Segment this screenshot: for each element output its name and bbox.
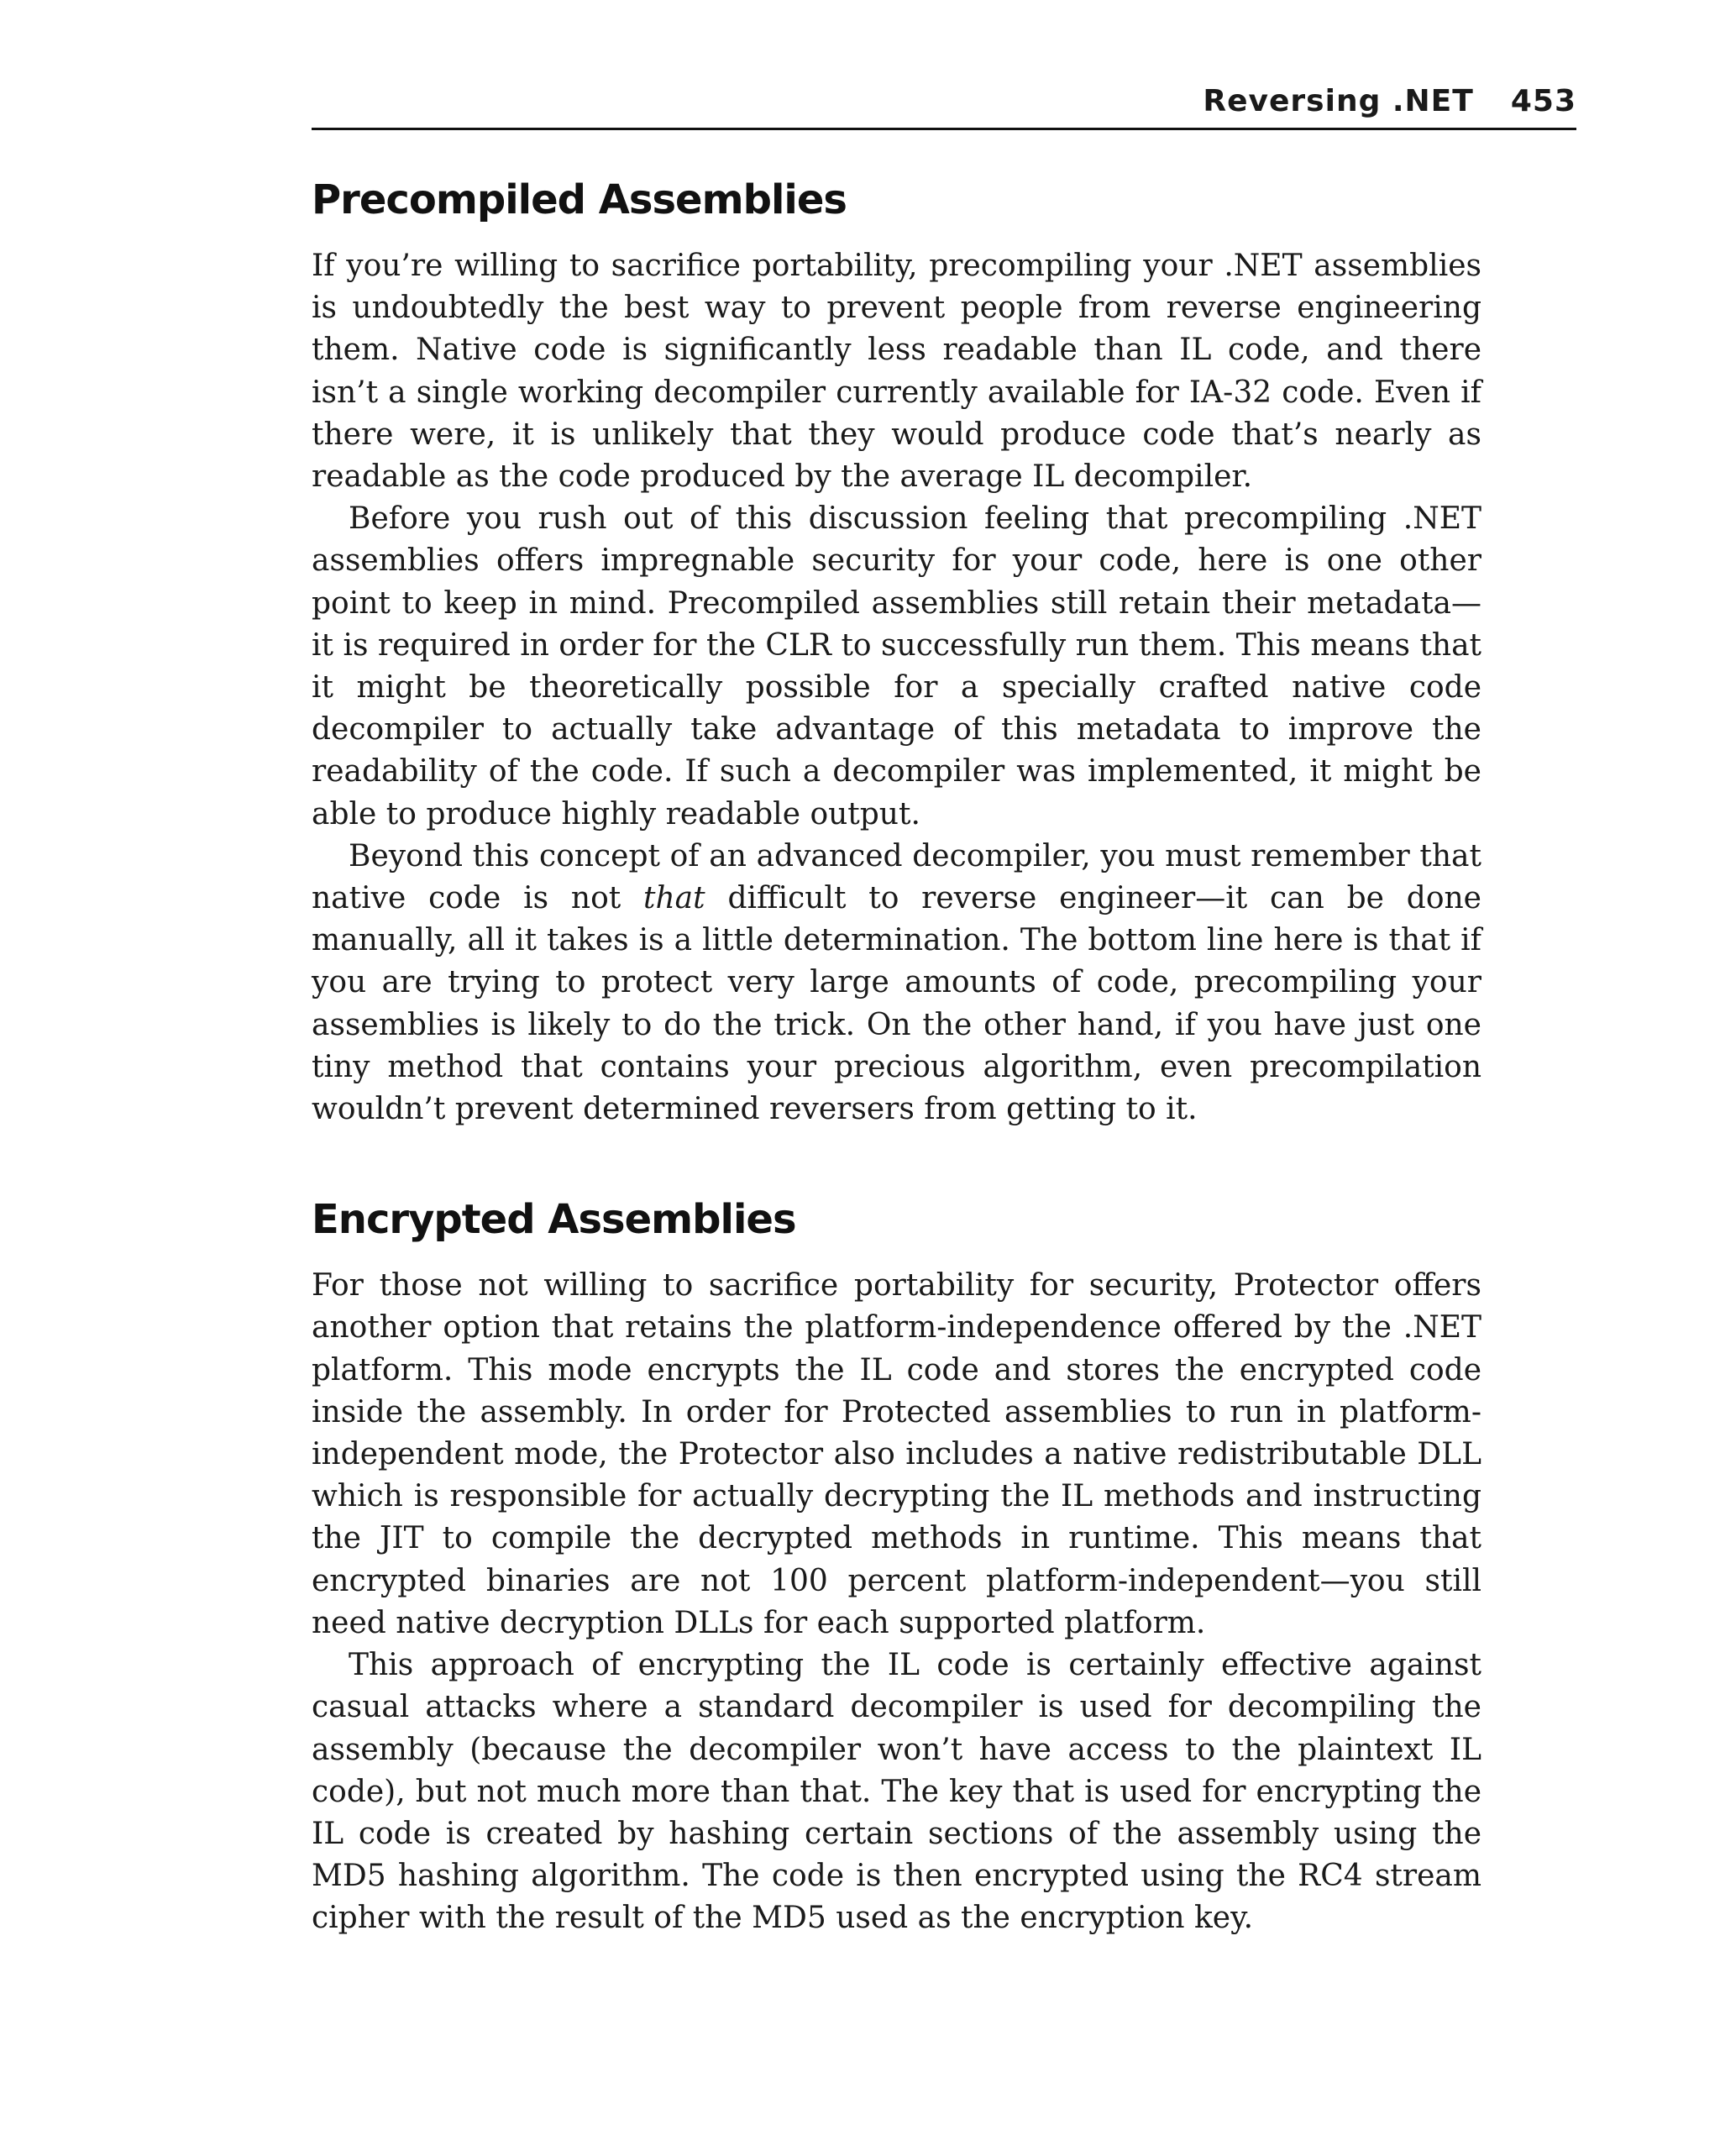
body-content [312,176,1481,1940]
page-number: 453 [1510,84,1576,118]
section-heading-precompiled: Precompiled Assemblies [312,176,847,223]
paragraph: For those not willing to sacrifice portability for security, Protector offers another option that retains the platform-independence offered by the .NET platform. This mode encrypts the IL code and stores the encrypted code inside the assembly. In order for Protected assemblies to run in platform-independent mode, the Protector also includes a native redistributable DLL which is responsible for actually decrypting the IL methods and instructing the JIT to compile the decrypted methods in runtime. This means that encrypted binaries are not 100 percent platform-independent—you still need native decryption DLLs for each supported platform. [312,1268,1481,1640]
paragraph-text: Beyond this concept of an advanced decompiler, you must remember that native code is not [312,838,1481,916]
paragraph-text: difficult to reverse engineer—it can be done manually, all it takes is a little determination. The bottom line here is that if you are trying to protect very large amounts of code, precompiling your assemblies is likely to do the trick. On the other hand, if you have just one tiny method that contains your precious algorithm, even precompilation wouldn’t prevent determined reversers from getting to it. [312,881,1481,1127]
paragraph: Before you rush out of this discussion feeling that precompiling .NET assemblies offers impregnable security for your code, here is one other point to keep in mind. Precompiled assemblies still retain their metadata—it is required in order for the CLR to successfully run them. This means that it might be theoretically possible for a specially crafted native code decompiler to actually take advantage of this metadata to improve the readability of the code. If such a decompiler was implemented, it might be able to produce highly readable output. [312,501,1481,831]
paragraph: If you’re willing to sacrifice portability, precompiling your .NET assemblies is undoubtedly the best way to prevent people from reverse engineering them. Native code is significantly less readable than IL code, and there isn’t a single working decompiler currently available for IA-32 code. Even if there were, it is unlikely that they would produce code that’s nearly as readable as the code produced by the average IL decompiler. [312,249,1481,495]
running-header-title: Reversing .NET [1203,84,1474,118]
emphasis-text: that [643,881,705,916]
section-heading-encrypted: Encrypted Assemblies [312,1196,796,1244]
paragraph: This approach of encrypting the IL code is certainly effective against casual attacks where a standard decompiler is used for decompiling the assembly (because the decompiler won’t have access to the plaintext IL code), but not much more than that. The key that is used for encrypting the IL code is created by hashing certain sections of the assembly using the MD5 hashing algorithm. The code is then encrypted using the RC4 stream cipher with the result of the MD5 used as the encryption key. [312,1648,1481,1936]
running-header [312,77,1576,130]
paragraph [312,836,1481,1130]
